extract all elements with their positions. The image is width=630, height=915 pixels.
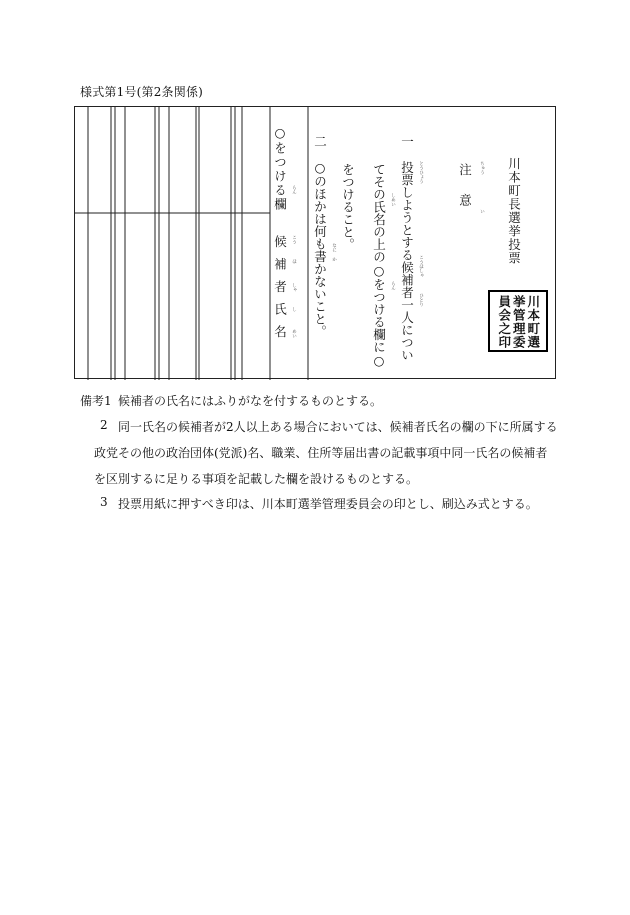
ruby-ho: ほ: [291, 259, 297, 264]
remark-1-text: 候補者の氏名にはふりがなを付するものとする。: [118, 394, 383, 408]
notice-1-line-3: をつけること。: [340, 163, 356, 251]
ruby-ko: こう: [291, 235, 297, 244]
ruby-mei: めい: [291, 329, 297, 338]
notice-1-line-1: 投票しようとする候補者一人につい: [399, 161, 415, 361]
circle-column-label: ○をつける欄: [272, 125, 288, 212]
ruby-ran: らん: [390, 281, 396, 290]
remark-2-text: 同一氏名の候補者が2人以上ある場合においては、候補者氏名の欄の下に所属する: [118, 420, 558, 434]
seal-column-2: 挙管理委: [511, 295, 527, 349]
remark-2-label: 2: [100, 418, 108, 432]
ruby-ka: か: [331, 257, 337, 262]
seal-column-3: 員会之印: [496, 295, 512, 349]
seal-column-1: 川本町選: [525, 295, 541, 349]
ruby-tohyo: とうひょう: [418, 161, 424, 184]
ruby-shi: し: [291, 307, 297, 312]
candidate-column-label: 候補者氏名: [272, 235, 288, 348]
ruby-ran-2: らん: [291, 185, 297, 194]
notice-heading: 注意: [457, 163, 473, 224]
ruby-shimei: しめい: [390, 193, 396, 207]
notice-1-line-2: てその氏名の上の○をつける欄に○: [371, 163, 387, 368]
ruby-i: い: [479, 209, 485, 214]
form-title: 様式第1号(第2条関係): [80, 85, 204, 99]
election-committee-seal: [488, 290, 548, 352]
remark-3-text: 投票用紙に押すべき印は、川本町選挙管理委員会の印とし、刷込み式とする。: [118, 497, 538, 511]
ballot-paper: [74, 106, 556, 379]
ballot-title: 川本町長選挙投票: [506, 157, 522, 265]
ruby-nani: なに: [331, 243, 337, 252]
remark-2-text-cont-1: 政党その他の政治団体(党派)名、職業、住所等届出書の記載事項中同一氏名の候補者: [94, 446, 548, 460]
ruby-kohosha: こうほしゃ: [418, 255, 424, 278]
ruby-hitori: ひとり: [418, 293, 424, 307]
ruby-sha: しゃ: [291, 283, 297, 292]
remark-3-label: 3: [100, 495, 108, 509]
notice-2: 二 ○のほかは何も書かないこと。: [312, 135, 328, 338]
remark-2-text-cont-2: を区別するに足りる事項を記載した欄を設けるものとする。: [94, 472, 419, 486]
remark-1-label: 備考1: [80, 394, 112, 408]
notice-1-number: 一: [399, 135, 415, 148]
ruby-chui: ちゅう: [479, 161, 485, 175]
